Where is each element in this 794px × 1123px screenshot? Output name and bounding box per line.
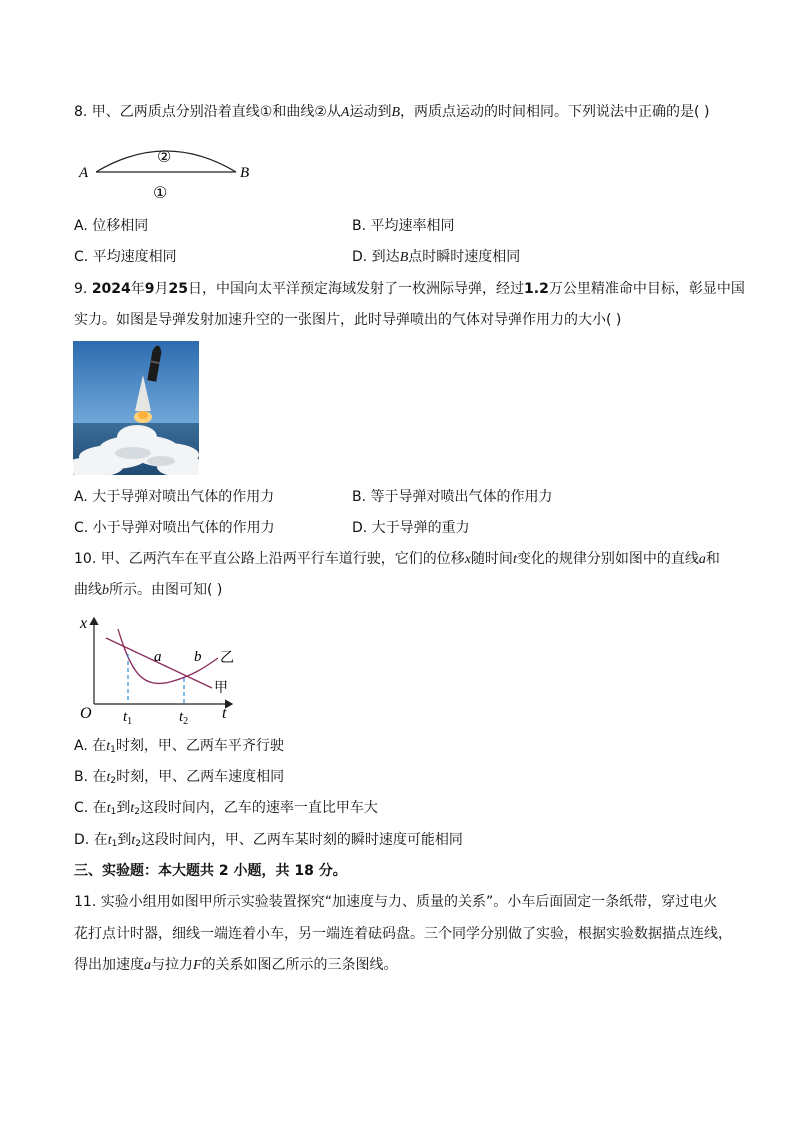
label-yi: 乙 <box>220 651 234 666</box>
q9-stem-line2: 实力。如图是导弹发射加速升空的一张图片，此时导弹喷出的气体对导弹作用力的大小( ) <box>74 312 622 328</box>
q10-stem-line1: 10. 甲、乙两汽车在平直公路上沿两平行车道行驶，它们的位移x随时间t变化的规律分别如图中的直线a和 <box>74 551 720 567</box>
q11-stem-line1: 11. 实验小组用如图甲所示实验装置探究“加速度与力、质量的关系”。小车后面固定一条纸带，穿过电火 <box>74 894 718 910</box>
t-axis-label: t <box>222 705 227 722</box>
q10-stem-line2: 曲线b所示。由图可知( ) <box>74 582 223 598</box>
q10-option-a[interactable]: A. 在$t_1$时刻，甲、乙两车平齐行驶 <box>74 738 284 755</box>
label-a: a <box>154 649 162 665</box>
curve-2-label: ② <box>157 149 172 166</box>
q9-option-c[interactable]: C. 小于导弹对喷出气体的作用力 <box>74 520 275 536</box>
q10-option-c[interactable]: C. 在$t_1$到$t_2$这段时间内，乙车的速率一直比甲车大 <box>74 800 378 817</box>
t2-label: $t_2$ <box>179 709 189 726</box>
point-b-label: B <box>240 165 250 181</box>
q10-option-b[interactable]: B. 在$t_2$时刻，甲、乙两车速度相同 <box>74 769 285 786</box>
point-a-label: A <box>79 165 89 181</box>
line-1-label: ① <box>153 185 168 202</box>
q10-option-d[interactable]: D. 在$t_1$到$t_2$这段时间内，甲、乙两车某时刻的瞬时速度可能相同 <box>74 832 463 849</box>
label-b: b <box>194 649 202 665</box>
missile-launch-photo <box>73 341 199 475</box>
q8-figure <box>74 138 264 204</box>
q10-xt-graph <box>74 612 244 726</box>
q11-stem-line3: 得出加速度a与拉力F的关系如图乙所示的三条图线。 <box>74 957 398 973</box>
section-3-heading: 三、实验题：本大题共 2 小题，共 18 分。 <box>74 863 347 879</box>
q11-stem-line2: 花打点计时器，细线一端连着小车，另一端连着砝码盘。三个同学分别做了实验，根据实验数据描点连线， <box>74 926 732 942</box>
q9-option-d[interactable]: D. 大于导弹的重力 <box>352 520 470 536</box>
q8-option-a[interactable]: A. 位移相同 <box>74 218 149 234</box>
label-jia: 甲 <box>214 681 228 696</box>
origin-label: O <box>80 705 92 722</box>
curve-b-yi <box>118 629 218 683</box>
x-axis-label: x <box>80 615 88 632</box>
q9-option-b[interactable]: B. 等于导弹对喷出气体的作用力 <box>352 489 553 505</box>
q9-stem-line1: 9. 2024年9月25日，中国向太平洋预定海域发射了一枚洲际导弹，经过1.2万公里精准命中目标，彰显中国 <box>74 281 745 297</box>
q8-option-b[interactable]: B. 平均速率相同 <box>352 218 455 234</box>
q8-option-c[interactable]: C. 平均速度相同 <box>74 249 177 265</box>
q8-stem: 8. 甲、乙两质点分别沿着直线①和曲线②从A运动到B，两质点运动的时间相同。下列说法中正确的是( ) <box>74 104 710 120</box>
q9-option-a[interactable]: A. 大于导弹对喷出气体的作用力 <box>74 489 275 505</box>
q8-option-d[interactable]: D. 到达B点时瞬时速度相同 <box>352 249 521 265</box>
t1-label: $t_1$ <box>123 709 133 726</box>
